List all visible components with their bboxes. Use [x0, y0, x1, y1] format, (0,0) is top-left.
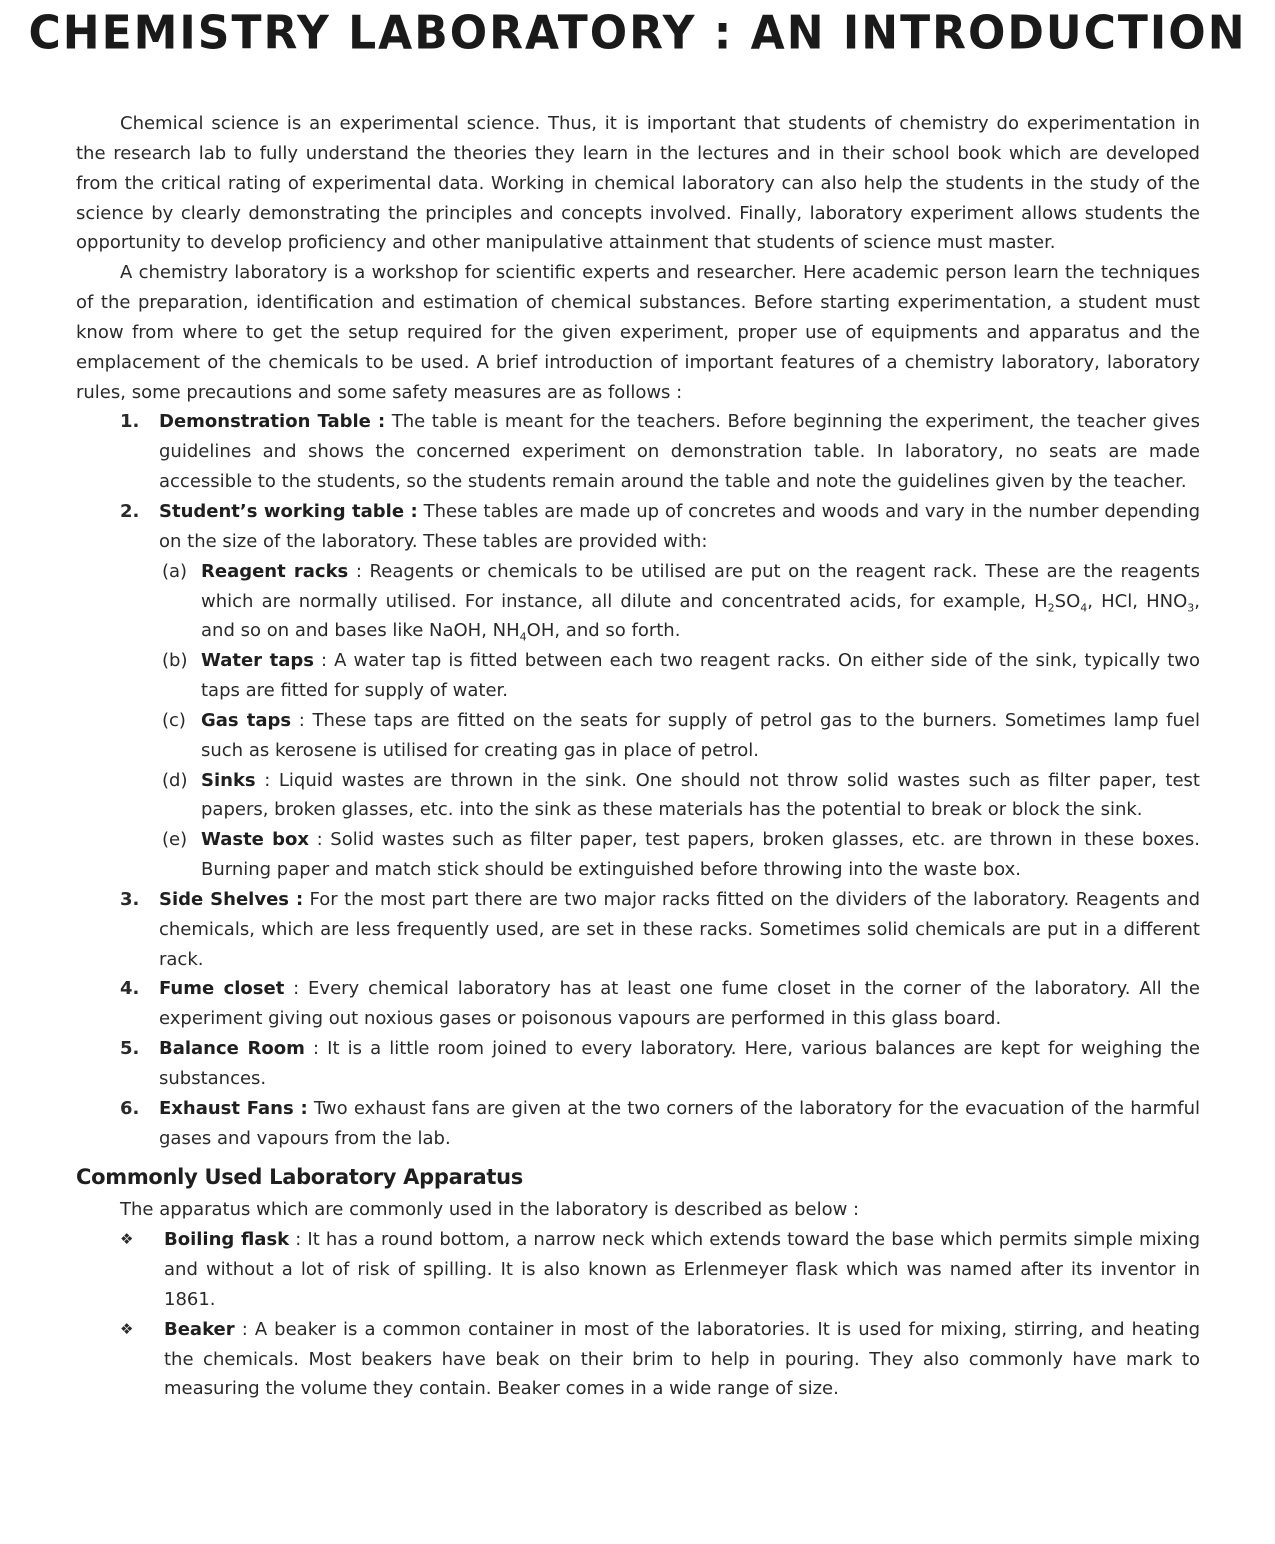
- item-label: Exhaust Fans :: [159, 1097, 308, 1119]
- item-label: Fume closet: [159, 978, 285, 1000]
- sub-item-label: Water taps: [201, 650, 314, 672]
- item-number: 6.: [120, 1097, 140, 1119]
- sub-item-letter: (c): [162, 709, 186, 731]
- item-label: Balance Room: [159, 1038, 305, 1060]
- item-text: : Every chemical laboratory has at least one fume closet in the corner of the laboratory. All the experiment giving out noxious gases or poisonous vapours are performed in this glass board.: [159, 978, 1200, 1030]
- sub-item-letter: (b): [162, 650, 188, 672]
- item-number: 5.: [120, 1038, 140, 1060]
- subscript: 4: [1080, 601, 1088, 615]
- diamond-bullet-icon: ❖: [120, 1319, 134, 1338]
- list-item-side-shelves: [76, 885, 1200, 975]
- list-item-boiling-flask: [76, 1225, 1200, 1315]
- table-provisions-list: [159, 557, 1200, 885]
- sub-item-letter: (a): [162, 560, 188, 582]
- sub-item-text: : Reagents or chemicals to be utilised are put on the reagent rack. These are the reagents which are normally utilised. For instance, all dilute and concentrated acids, for example, H: [201, 560, 1200, 612]
- item-label: Boiling flask: [164, 1229, 290, 1251]
- subscript: 4: [519, 630, 527, 644]
- item-text: The table is meant for the teachers. Before beginning the experiment, the teacher gives guidelines and shows the concerned experiment on demonstration table. In laboratory, no seats are made accessible to the students, so the students remain around the table and note the guidelines given by the teacher.: [159, 411, 1201, 493]
- sub-item-label: Waste box: [201, 829, 309, 851]
- sub-item-text: : These taps are fitted on the seats for supply of petrol gas to the burners. Sometimes lamp fuel such as kerosene is utilised for creating gas in place of petrol.: [201, 709, 1200, 761]
- sub-item-label: Gas taps: [201, 709, 292, 731]
- item-text: These tables are made up of concretes and woods and vary in the number depending on the size of the laboratory. These tables are provided with:: [159, 500, 1201, 552]
- apparatus-intro: The apparatus which are commonly used in the laboratory is described as below :: [120, 1199, 860, 1221]
- sub-item-waste-box: [76, 825, 1200, 885]
- item-text: Two exhaust fans are given at the two corners of the laboratory for the evacuation of the harmful gases and vapours from the lab.: [159, 1097, 1200, 1149]
- sub-item-text: , HCl, HNO: [1087, 590, 1188, 612]
- item-label: Beaker: [164, 1318, 235, 1340]
- sub-item-text: OH, and so forth.: [526, 620, 681, 642]
- sub-item-text: SO: [1054, 590, 1081, 612]
- list-item-demonstration-table: [76, 407, 1200, 497]
- list-item-balance-room: [76, 1034, 1200, 1094]
- item-number: 2.: [120, 500, 140, 522]
- sub-item-label: Sinks: [201, 769, 256, 791]
- item-text: For the most part there are two major racks fitted on the dividers of the laboratory. Reagents and chemicals, which are less frequently used, are set in these racks. Sometimes solid chemicals are put in a different rack.: [159, 888, 1200, 970]
- list-item-exhaust-fans: [76, 1094, 1200, 1154]
- item-number: 1.: [120, 411, 140, 433]
- intro-paragraph-2: A chemistry laboratory is a workshop for scientific experts and researcher. Here academic person learn the techniques of the preparation, identification and estimation of chemical substances. Before starting experimentation, a student must know from where to get the setup required for the given experiment, proper use of equipments and apparatus and the emplacement of the chemicals to be used. A brief introduction of important features of a chemistry laboratory, laboratory rules, some precautions and some safety measures are as follows :: [76, 262, 1200, 403]
- item-text: : A beaker is a common container in most of the laboratories. It is used for mixing, stirring, and heating the chemicals. Most beakers have beak on their brim to help in pouring. They also commonly have mark to measuring the volume they contain. Beaker comes in a wide range of size.: [164, 1318, 1200, 1400]
- sub-item-text: : Solid wastes such as filter paper, test papers, broken glasses, etc. are thrown in these boxes. Burning paper and match stick should be extinguished before throwing into the waste box.: [201, 829, 1201, 881]
- item-number: 4.: [120, 978, 140, 1000]
- page-title: CHEMISTRY LABORATORY : AN INTRODUCTION: [28, 6, 1247, 61]
- document-body: [76, 109, 1200, 1404]
- item-text: : It is a little room joined to every laboratory. Here, various balances are kept for weighing the substances.: [159, 1038, 1200, 1089]
- subscript: 3: [1187, 601, 1195, 615]
- item-number: 3.: [120, 888, 140, 910]
- item-label: Side Shelves :: [159, 888, 304, 910]
- sub-item-gas-taps: [76, 706, 1200, 766]
- intro-paragraph-1: Chemical science is an experimental science. Thus, it is important that students of chemistry do experimentation in the research lab to fully understand the theories they learn in the lectures and in their school book which are developed from the critical rating of experimental data. Working in chemical laboratory can also help the students in the study of the science by clearly demonstrating the principles and concepts involved. Finally, laboratory experiment allows students the opportunity to develop proficiency and other manipulative attainment that students of science must master.: [76, 113, 1200, 254]
- diamond-bullet-icon: ❖: [120, 1230, 134, 1249]
- sub-item-text: , and so on and bases like NaOH, NH: [201, 590, 1200, 642]
- list-item-beaker: [76, 1315, 1200, 1405]
- item-label: Student’s working table :: [159, 500, 418, 522]
- subscript: 2: [1047, 601, 1055, 615]
- sub-item-label: Reagent racks: [201, 560, 349, 582]
- list-item-fume-closet: [76, 974, 1200, 1034]
- sub-item-letter: (e): [162, 829, 188, 851]
- list-item-students-working-table: [76, 497, 1200, 885]
- lab-features-list: [76, 407, 1200, 1153]
- item-label: Demonstration Table :: [159, 411, 386, 433]
- sub-item-text: : A water tap is fitted between each two reagent racks. On either side of the sink, typically two taps are fitted for supply of water.: [201, 650, 1200, 702]
- sub-item-water-taps: [76, 646, 1200, 706]
- sub-item-reagent-racks: [76, 557, 1200, 647]
- apparatus-list: [76, 1225, 1200, 1404]
- sub-item-letter: (d): [162, 769, 188, 791]
- item-text: : It has a round bottom, a narrow neck which extends toward the base which permits simple mixing and without a lot of risk of spilling. It is also known as Erlenmeyer flask which was named after its inventor in 1861.: [164, 1229, 1200, 1310]
- section-heading: Commonly Used Laboratory Apparatus: [76, 1164, 523, 1189]
- sub-item-sinks: [76, 766, 1200, 826]
- sub-item-text: : Liquid wastes are thrown in the sink. One should not throw solid wastes such as filter paper, test papers, broken glasses, etc. into the sink as these materials has the potential to break or block the sink.: [201, 769, 1200, 821]
